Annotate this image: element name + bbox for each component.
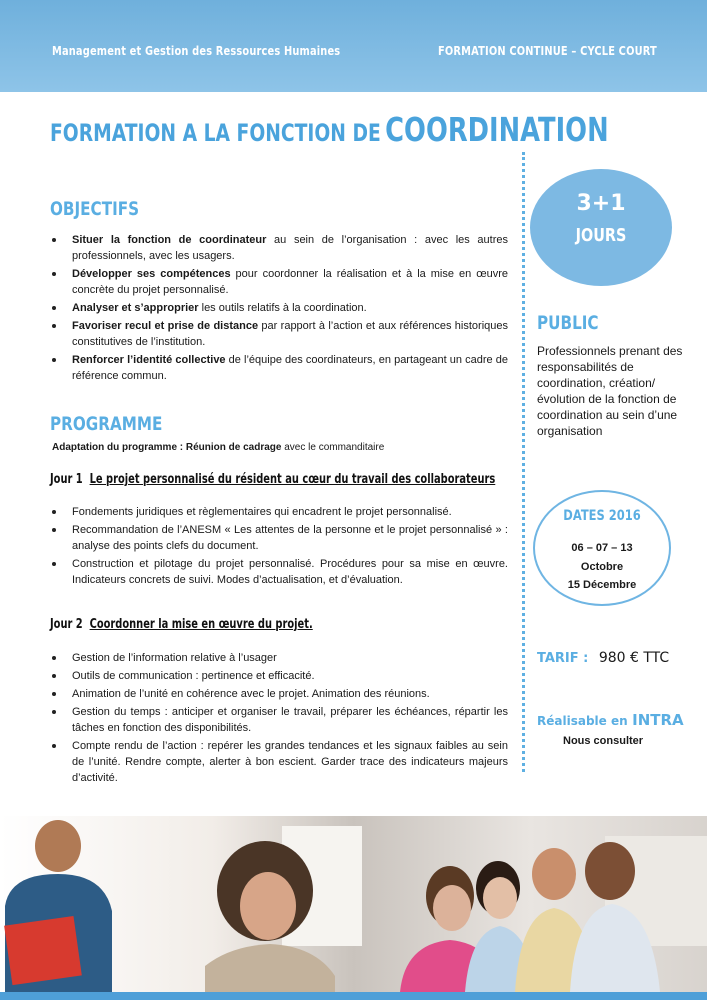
- page-title: [50, 110, 609, 149]
- list-item: Analyser et s’approprier les outils relatifs à la coordination.: [50, 300, 508, 316]
- list-item: Compte rendu de l’action : repérer les grandes tendances et les signaux faibles au sein de l’unité. Rendre compte, alerter à bon escient. Garder trace des indicateurs majeurs d’activité.: [50, 738, 508, 786]
- list-item: Gestion du temps : anticiper et organiser le travail, préparer les échéances, répartir les tâches en fonction des disponibilités.: [50, 704, 508, 736]
- programme-heading: PROGRAMME: [50, 413, 163, 435]
- dates-line3: 15 Décembre: [567, 579, 637, 591]
- column-divider: [522, 152, 525, 772]
- header-banner: [0, 0, 707, 92]
- list-item: Animation de l’unité en cohérence avec le projet. Animation des réunions.: [50, 686, 508, 702]
- title-part2: COORDINATION: [385, 110, 609, 149]
- jour1-list: [50, 504, 508, 590]
- list-item: Développer ses compétences pour coordonner la réalisation et à la mise en œuvre concrète du projet personnalisé.: [50, 266, 508, 298]
- header-right-text: FORMATION CONTINUE – CYCLE COURT: [438, 44, 657, 58]
- bottom-bar: [0, 992, 707, 1000]
- dates-badge: [533, 490, 671, 606]
- public-text: Professionnels prenant des responsabilités de coordination, création/évolution de la fonction de coordination au sein d’une organisation: [537, 344, 683, 438]
- list-item: Renforcer l’identité collective de l’équipe des coordinateurs, en partageant un cadre de référence commun.: [50, 352, 508, 384]
- objectifs-list: [50, 232, 508, 386]
- list-item: Outils de communication : pertinence et efficacité.: [50, 668, 508, 684]
- jour1-title: Jour 1 Le projet personnalisé du résident au cœur du travail des collaborateurs: [50, 472, 496, 487]
- jour2-list: [50, 650, 508, 788]
- duration-badge: [530, 169, 672, 286]
- public-heading: PUBLIC: [537, 312, 599, 334]
- dates-line1: 06 – 07 – 13: [571, 542, 633, 554]
- list-item: Recommandation de l’ANESM « Les attentes de la personne et le projet personnalisé » : analyse des points clefs du document.: [50, 522, 508, 554]
- tarif-value: 980 € TTC: [598, 650, 670, 666]
- intra: [537, 711, 684, 730]
- tarif: [537, 649, 669, 667]
- intra-consult: Nous consulter: [563, 735, 644, 747]
- intra-value: INTRA: [632, 711, 684, 729]
- dates-heading: DATES 2016: [563, 508, 641, 524]
- programme-adaptation: Adaptation du programme : Réunion de cadrage avec le commanditaire: [52, 442, 385, 453]
- list-item: Fondements juridiques et règlementaires qui encadrent le projet personnalisé.: [50, 504, 508, 520]
- intra-label: Réalisable en: [537, 714, 628, 728]
- list-item: Gestion de l’information relative à l’usager: [50, 650, 508, 666]
- list-item: Situer la fonction de coordinateur au sein de l’organisation : avec les autres professionnels, avec les usagers.: [50, 232, 508, 264]
- objectifs-heading: OBJECTIFS: [50, 198, 140, 220]
- list-item: Construction et pilotage du projet personnalisé. Procédures pour sa mise en œuvre. Indicateurs concrets de suivi. Modes d’actualisation, et d’évaluation.: [50, 556, 508, 588]
- list-item: Favoriser recul et prise de distance par rapport à l’action et aux références historiques constitutives de l’institution.: [50, 318, 508, 350]
- tarif-label: TARIF :: [537, 651, 589, 666]
- duration-number: 3+1: [576, 191, 626, 216]
- dates-line2: Octobre: [580, 561, 624, 573]
- jour2-title: Jour 2 Coordonner la mise en œuvre du projet.: [50, 617, 313, 632]
- duration-unit: JOURS: [575, 225, 627, 246]
- header-left-text: Management et Gestion des Ressources Humaines: [52, 44, 341, 58]
- team-photo: [0, 816, 707, 992]
- title-part1: FORMATION A LA FONCTION DE: [50, 119, 381, 147]
